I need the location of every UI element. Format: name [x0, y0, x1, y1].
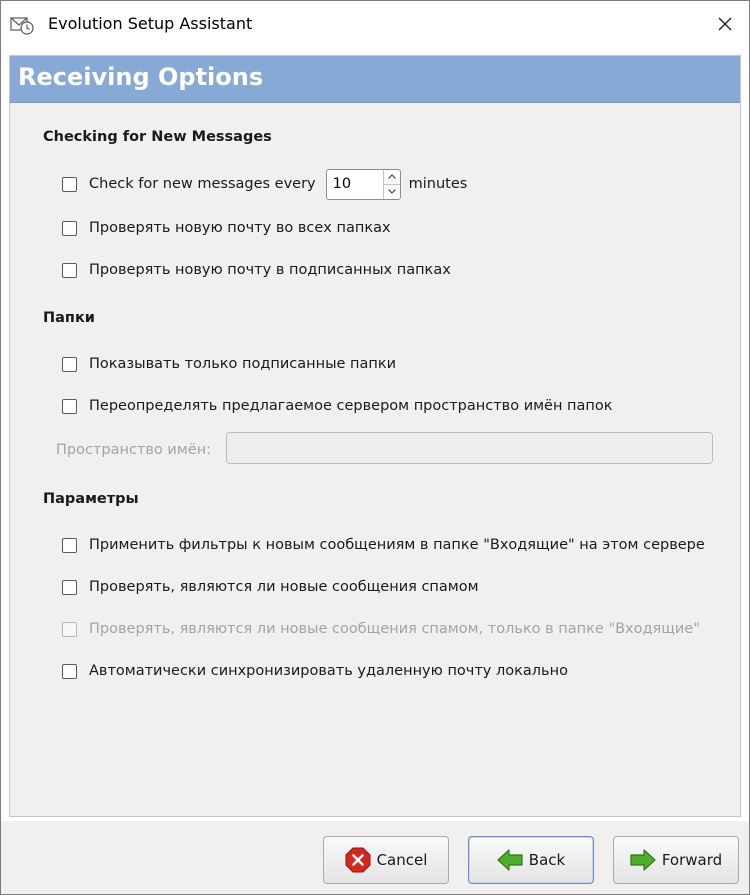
sync-local-checkbox[interactable]	[62, 664, 77, 679]
cancel-button[interactable]	[323, 836, 449, 884]
clock-envelope-icon	[10, 12, 34, 36]
minutes-value[interactable]: 10	[332, 176, 352, 192]
apply-filters-row	[62, 535, 705, 555]
override-namespace-row	[62, 396, 613, 416]
check-spam-row	[62, 577, 479, 597]
window-title: Evolution Setup Assistant	[48, 14, 253, 33]
show-subscribed-row	[62, 354, 396, 374]
check-spam-inbox-checkbox	[62, 622, 77, 637]
spin-arrows	[383, 170, 400, 199]
apply-filters-label[interactable]: Применить фильтры к новым сообщениям в папке "Входящие" на этом сервере	[89, 537, 705, 553]
namespace-label: Пространство имён:	[56, 442, 212, 458]
apply-filters-checkbox[interactable]	[62, 538, 77, 553]
sync-local-label[interactable]: Автоматически синхронизировать удаленную почту локально	[89, 663, 568, 679]
show-subscribed-checkbox[interactable]	[62, 357, 77, 372]
check-spam-inbox-label: Проверять, являются ли новые сообщения спамом, только в папке "Входящие"	[89, 621, 700, 637]
subscribed-folders-checkbox[interactable]	[62, 263, 77, 278]
sync-local-row	[62, 661, 568, 681]
forward-label: Forward	[661, 851, 723, 869]
check-spam-label[interactable]: Проверять, являются ли новые сообщения спамом	[89, 579, 479, 595]
all-folders-row	[62, 218, 391, 238]
chevron-down-icon	[388, 189, 396, 194]
subscribed-folders-label[interactable]: Проверять новую почту в подписанных папках	[89, 262, 451, 278]
check-spam-checkbox[interactable]	[62, 580, 77, 595]
override-namespace-label[interactable]: Переопределять предлагаемое сервером пространство имён папок	[89, 398, 613, 414]
back-label: Back	[528, 851, 566, 869]
close-button[interactable]	[701, 1, 749, 47]
namespace-input[interactable]	[226, 432, 713, 464]
back-button[interactable]	[468, 836, 594, 884]
close-icon	[717, 16, 733, 32]
section-title-options: Параметры	[43, 491, 139, 507]
button-bar	[1, 821, 749, 894]
chevron-up-icon	[388, 174, 396, 179]
override-namespace-checkbox[interactable]	[62, 399, 77, 414]
minutes-spinbutton[interactable]	[326, 169, 401, 200]
title-bar	[1, 1, 749, 47]
page-title: Receiving Options	[18, 63, 264, 91]
cancel-icon	[345, 847, 371, 873]
forward-arrow-icon	[630, 849, 656, 871]
cancel-label: Cancel	[376, 851, 428, 869]
section-title-checking: Checking for New Messages	[43, 129, 272, 145]
all-folders-checkbox[interactable]	[62, 221, 77, 236]
check-every-row	[62, 174, 467, 194]
check-every-label[interactable]: Check for new messages every	[89, 176, 316, 192]
show-subscribed-label[interactable]: Показывать только подписанные папки	[89, 356, 397, 372]
forward-button[interactable]	[613, 836, 739, 884]
content-panel	[9, 55, 741, 817]
subscribed-folders-row	[62, 260, 451, 280]
all-folders-label[interactable]: Проверять новую почту во всех папках	[89, 220, 391, 236]
back-arrow-icon	[497, 849, 523, 871]
check-spam-inbox-row	[62, 619, 700, 639]
check-every-checkbox[interactable]	[62, 177, 77, 192]
minutes-unit-label: minutes	[408, 176, 468, 192]
page-header	[10, 56, 740, 103]
section-title-folders: Папки	[43, 310, 95, 326]
spin-down-button[interactable]	[384, 184, 400, 199]
spin-up-button[interactable]	[384, 170, 400, 184]
